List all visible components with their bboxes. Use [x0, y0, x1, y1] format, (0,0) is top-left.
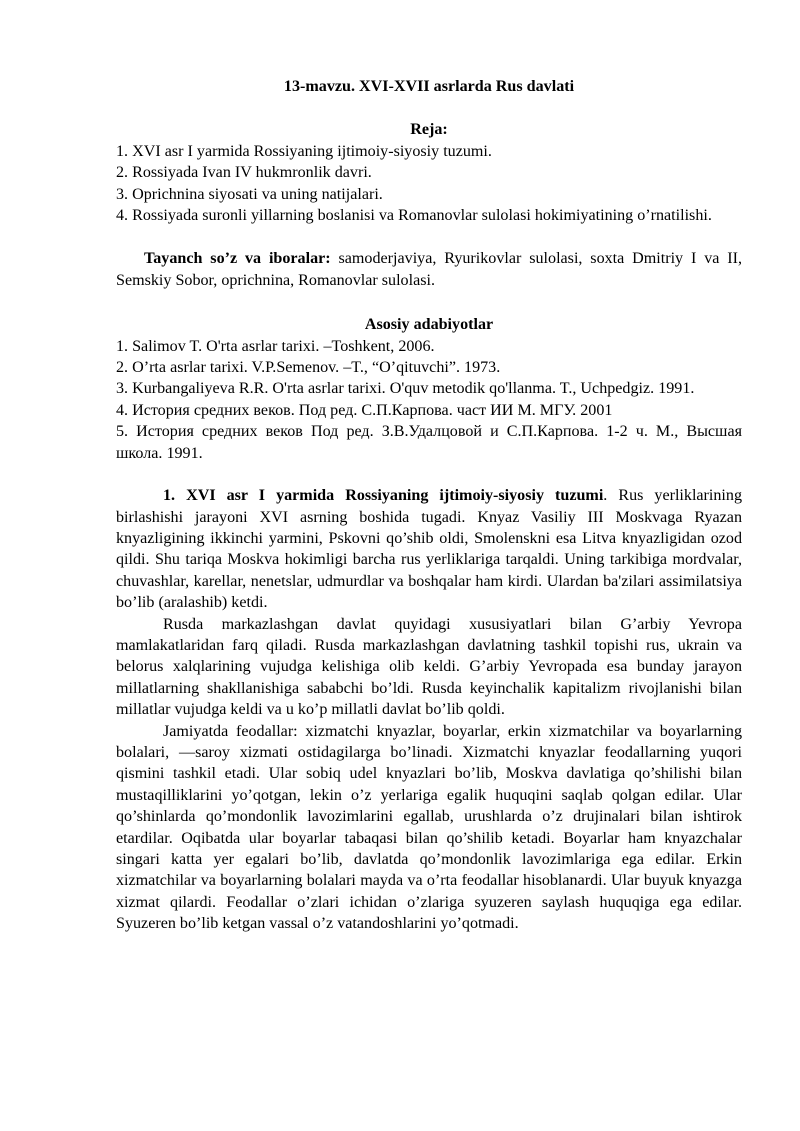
body-paragraph: Jamiyatda feodallar: xizmatchi knyazlar, boyarlar, erkin xizmatchilar va boyarlarning bolalari, —saroy xizmati ostidagilarga bo’linadi. Xizmatchi knyazlar feodallarning yuqori qismini tashkil etadi. Ular sobiq udel knyazlari bo’lib, Moskva davlatiga qo’shilishi bilan mustaqilliklarini yo’qotgan, lekin o’z yerlariga egalik huquqini saqlab qolgan edilar. Ular qo’shinlarda qo’mondonlik lavozimlarini egallab, urushlarda o’z drujinalari bilan ishtirok etardilar. Oqibatda ular boyarlar tabaqasi bilan qo’shilib ketadi. Boyarlar ham knyazchalar singari katta yer egalari bo’lib, davlatda qo’mondonlik lavozimlariga ega edilar. Erkin xizmatchilar va boyarlarning bolalari mayda va o’rta feodallar hisoblanardi. Ular buyuk knyazga xizmat qilardi. Feodallar o’zlari ichidan o’zlariga syuzeren saylash huquqiga ega edilar. Syuzeren bo’lib ketgan vassal o’z vatandoshlarini yo’qotmadi.: [116, 722, 742, 933]
plan-item: 4. Rossiyada suronli yillarning boslanisi va Romanovlar sulolasi hokimiyatining o’rnatilishi.: [116, 207, 712, 225]
section-heading: 1. XVI asr I yarmida Rossiyaning ijtimoiy-siyosiy tuzumi: [163, 487, 604, 505]
body-paragraph: Rusda markazlashgan davlat quyidagi xususiyatlari bilan G’arbiy Yevropa mamlakatlaridan farq qiladi. Rusda markazlashgan davlatning tashkil topishi rus, ukrain va belorus xalqlarining vujudga kelishiga olib keldi. G’arbiy Yevropada esa bunday jarayon millatlarning shakllanishiga sababchi bo’ldi. Rusda keyinchalik kapitalizm rivojlanishi bilan millatlar vujudga keldi va u ko’p millatli davlat bo’lib qoldi.: [116, 615, 742, 719]
literature-list: [116, 336, 742, 464]
literature-heading: Asosiy adabiyotlar: [364, 316, 494, 334]
plan-item: 2. Rossiyada Ivan IV hukmronlik davri.: [116, 164, 372, 182]
literature-item: 2. O’rta asrlar tarixi. V.P.Semenov. –T., “O’qituvchi”. 1973.: [116, 359, 501, 377]
keywords-text: samoderjaviya, Ryurikovlar sulolasi, soxta Dmitriy I va II, Semskiy Sobor, oprichnina, Romanovlar sulolasi.: [116, 250, 742, 289]
plan-item: 3. Oprichnina siyosati va uning natijalari.: [116, 185, 383, 203]
literature-item: 5. История средних веков Под ред. З.В.Удалцовой и С.П.Карпова. 1-2 ч. М., Высшая школа. 1991.: [116, 423, 742, 462]
keywords-label: Tayanch so’z va iboralar:: [144, 250, 331, 268]
plan-list: [116, 141, 742, 227]
plan-item: 1. XVI asr I yarmida Rossiyaning ijtimoiy-siyosiy tuzumi.: [116, 142, 492, 160]
plan-heading: Reja:: [410, 121, 448, 139]
literature-item: 1. Salimov T. O'rta asrlar tarixi. –Toshkent, 2006.: [116, 337, 435, 355]
keywords-paragraph: [116, 248, 742, 291]
document-page: [116, 76, 742, 935]
page-title: 13-mavzu. XVI-XVII asrlarda Rus davlati: [283, 78, 575, 95]
section-heading-tail: .: [603, 487, 608, 505]
literature-item: 4. История средних веков. Под ред. С.П.Карпова. част ИИ М. МГУ. 2001: [116, 401, 613, 419]
section-intro-text: Rus yerliklarining birlashishi jarayoni XVI asrning boshida tugadi. Knyaz Vasiliy III Moskvaga Ryazan knyazligining ikkinchi yarmini, Pskovni qo’shib oldi, Smolenskni esa Litva knyazligidan ozod qildi. Shu tariqa Moskva hokimligi barcha rus yerliklariga tarqaldi. Uning tarkibiga mordvalar, chuvashlar, karellar, nenetslar, udmurdlar va boshqalar ham kirdi. Ulardan ba'zilari assimilatsiya bo’lib (aralashib) ketdi.: [116, 487, 743, 612]
section-intro-paragraph: [116, 485, 742, 613]
literature-item: 3. Kurbangaliyeva R.R. O'rta asrlar tarixi. O'quv metodik qo'llanma. T., Uchpedgiz. 1991.: [116, 380, 695, 398]
